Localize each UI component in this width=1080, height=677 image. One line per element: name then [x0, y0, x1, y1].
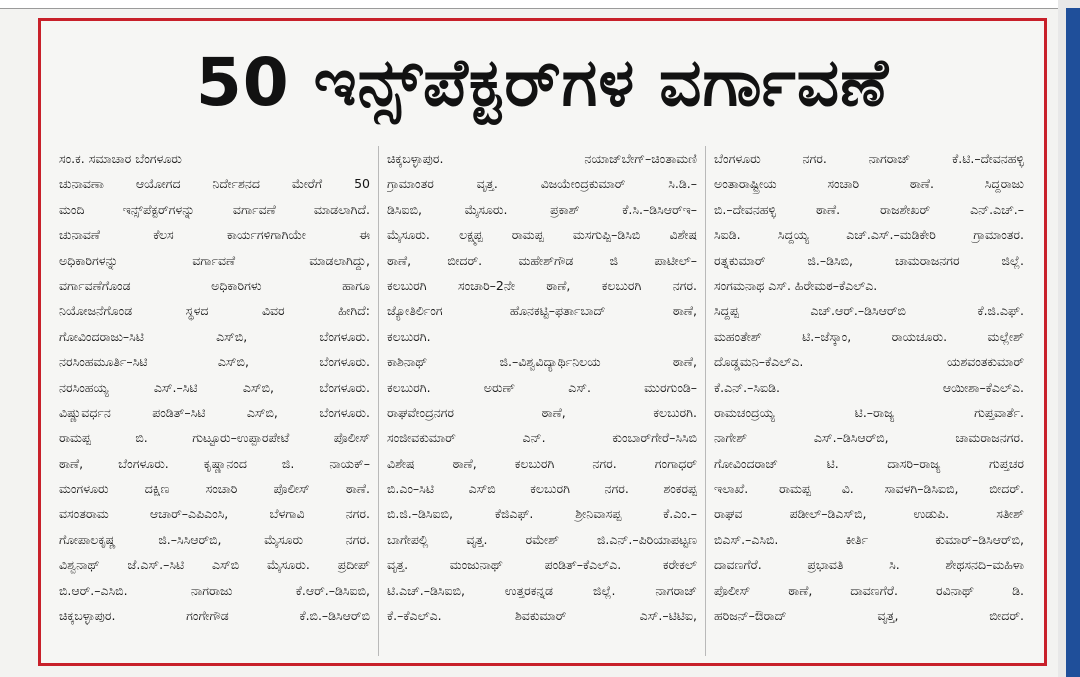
article-text-line: ವಿಶ್ವನಾಥ್ ಜೆ.ಎಸ್.–ಸಿಟಿ ಎಸ್‌ಬಿ ಮೈಸೂರು. ಪ್ರದೀಪ್: [59, 557, 370, 573]
article-text-line: ಮಹಂತೇಶ್ ಟಿ.–ಜೆಸ್ಕಾಂ, ರಾಯಚೂರು. ಮಲ್ಲೇಶ್: [714, 328, 1024, 344]
article-text-line: ಕಲಬುರಗಿ ಸಂಚಾರಿ–2ನೇ ಠಾಣೆ, ಕಲಬುರಗಿ ನಗರ.: [387, 277, 697, 293]
article-text-line: ಠಾಣೆ, ಬೀದರ್. ಮಹೇಶ್‌ಗೌಡ ಜಿ ಪಾಟೀಲ್–: [387, 252, 697, 268]
article-text-line: ಗೋವಿಂದರಾಜು–ಸಿಟಿ ಎಸ್‌ಬಿ, ಬೆಂಗಳೂರು.: [59, 328, 370, 344]
article-text-line: ಟಿ.ಎಚ್.–ಡಿಸಿಐಬಿ, ಉತ್ತರಕನ್ನಡ ಜಿಲ್ಲೆ. ನಾಗರಾಜ್: [387, 582, 697, 598]
article-text-line: ಚಿಕ್ಕಬಳ್ಳಾಪುರ. ಗಂಗೇಗೌಡ ಕೆ.ಬಿ.–ಡಿಸಿಆರ್‌ಬಿ: [59, 608, 370, 624]
article-text-line: ಕೆ.ಎನ್.–ಸಿಐಡಿ. ಆಯೀಶಾ–ಕೆಎಲ್‌ಎ.: [714, 379, 1024, 395]
article-text-line: ವರ್ಗಾವಣೆಗೊಂಡ ಅಧಿಕಾರಿಗಳು ಹಾಗೂ: [59, 277, 370, 293]
article-text-line: ಮಂದಿ ಇನ್ಸ್‌ಪೆಕ್ಟರ್‌ಗಳನ್ನು ವರ್ಗಾವಣೆ ಮಾಡಲಾಗಿದೆ.: [59, 201, 370, 217]
article-text-line: ಗ್ರಾಮಾಂತರ ವೃತ್ತ. ವಿಜಯೇಂದ್ರಕುಮಾರ್ ಸಿ.ಡಿ.–: [387, 176, 697, 192]
page-top-edge: [0, 0, 1080, 9]
article-text-line: ರಾಮಚಂದ್ರಯ್ಯ ಟಿ.–ರಾಜ್ಯ ಗುಪ್ತವಾರ್ತೆ.: [714, 404, 1024, 420]
article-text-line: ಬಿ.ಆರ್.–ಎಸಿಬಿ. ನಾಗರಾಜು ಕೆ.ಆರ್.–ಡಿಸಿಐಬಿ,: [59, 582, 370, 598]
article-column-1: [51, 146, 378, 656]
article-body: [51, 146, 1034, 656]
article-text-line: ಪೊಲೀಸ್ ಠಾಣೆ, ದಾವಣಗೆರೆ. ರವಿನಾಥ್ ಡಿ.: [714, 582, 1024, 598]
article-text-line: ರಾಘವ ಪಡೀಲ್–ಡಿಎಸ್‌ಬಿ, ಉಡುಪಿ. ಸತೀಶ್: [714, 506, 1024, 522]
article-text-line: ಅಧಿಕಾರಿಗಳನ್ನು ವರ್ಗಾವಣೆ ಮಾಡಲಾಗಿದ್ದು,: [59, 252, 370, 268]
article-text-line: ಇಲಾಖೆ. ರಾಮಪ್ಪ ವಿ. ಸಾವಳಗಿ–ಡಿಸಿಐಬಿ, ಬೀದರ್.: [714, 481, 1024, 497]
article-text-line: ಸಂಗಮನಾಥ ಎಸ್. ಹಿರೇಮಠ–ಕೆಎಲ್‌ಎ.: [714, 277, 878, 293]
article-text-line: ಗೋವಿಂದರಾಜ್ ಟಿ. ದಾಸರಿ–ರಾಜ್ಯ ಗುಪ್ತಚರ: [714, 455, 1024, 471]
article-text-line: ಸಂಜೀವಕುಮಾರ್ ಎನ್. ಕುಂಬಾರ್‌ಗೇರೆ–ಸಿಸಿಬಿ: [387, 430, 697, 446]
article-text-line: ರಾಘವೇಂದ್ರನಗರ ಠಾಣೆ, ಕಲಬುರಗಿ.: [387, 404, 697, 420]
article-text-line: ವಿಷ್ಣುವರ್ಧನ ಪಂಡಿತ್–ಸಿಟಿ ಎಸ್‌ಬಿ, ಬೆಂಗಳೂರು.: [59, 404, 370, 420]
article-text-line: ಜ್ಯೋತಿರ್ಲಿಂಗ ಹೊನಕಟ್ಟಿ–ಫರ್ತಾಬಾದ್ ಠಾಣೆ,: [387, 303, 697, 319]
article-text-line: ಬೆಂಗಳೂರು ನಗರ. ನಾಗರಾಜ್ ಕೆ.ಟಿ.–ದೇವನಹಳ್ಳಿ: [714, 151, 1024, 166]
article-text-line: ಚುನಾವಣಾ ಆಯೋಗದ ನಿರ್ದೇಶನದ ಮೇರೆಗೆ 50: [59, 176, 370, 192]
article-box: [38, 18, 1047, 666]
article-text-line: ಠಾಣೆ, ಬೆಂಗಳೂರು. ಕೃಷ್ಣಾನಂದ ಜಿ. ನಾಯಕ್–: [59, 455, 370, 471]
article-column-2: [378, 146, 705, 656]
article-text-line: ನರಸಿಂಹಯ್ಯ ಎಸ್.–ಸಿಟಿ ಎಸ್‌ಬಿ, ಬೆಂಗಳೂರು.: [59, 379, 370, 395]
article-text-line: ಕಲಬುರಗಿ.: [387, 328, 431, 344]
article-text-line: ಬಿ.–ದೇವನಹಳ್ಳಿ ಠಾಣೆ. ರಾಜಶೇಖರ್ ಎನ್.ಎಚ್.–: [714, 201, 1024, 217]
article-text-line: ಮಂಗಳೂರು ದಕ್ಷಿಣ ಸಂಚಾರಿ ಪೊಲೀಸ್ ಠಾಣೆ.: [59, 481, 370, 497]
article-text-line: ಸಿದ್ದಪ್ಪ ಎಚ್.ಆರ್.–ಡಿಸಿಆರ್‌ಬಿ ಕೆ.ಜಿ.ಎಫ್.: [714, 303, 1024, 319]
article-text-line: ದೊಡ್ಡಮನಿ–ಕೆಎಲ್‌ಎ. ಯಶವಂತಕುಮಾರ್: [714, 354, 1024, 370]
article-text-line: ಸಂ.ಕ. ಸಮಾಚಾರ ಬೆಂಗಳೂರು: [59, 151, 182, 166]
article-text-line: ಬಿ.ಎಂ–ಸಿಟಿ ಎಸ್‌ಬಿ ಕಲಬುರಗಿ ನಗರ. ಶಂಕರಪ್ಪ: [387, 481, 697, 497]
article-text-line: ಬಿ.ಜಿ.–ಡಿಸಿಐಬಿ, ಕೆಜಿಎಫ್. ಶ್ರೀನಿವಾಸಪ್ಪ ಕೆ.ಎಂ.–: [387, 506, 697, 522]
article-text-line: ಮೈಸೂರು. ಲಕ್ಷ್ಮಪ್ಪ ರಾಮಪ್ಪ ಮಸಗುಪ್ಪಿ–ಡಿಸಿಬಿ ವಿಶೇಷ: [387, 227, 697, 243]
article-text-line: ನಾಗೇಶ್ ಎಸ್.–ಡಿಸಿಆರ್‌ಬಿ, ಚಾಮರಾಜನಗರ.: [714, 430, 1024, 446]
article-headline: 50 ಇನ್ಸ್‌ಪೆಕ್ಟರ್‌ಗಳ ವರ್ಗಾವಣೆ: [195, 43, 890, 121]
article-text-line: ಸಿಐಡಿ. ಸಿದ್ದಯ್ಯ ಎಚ್.ಎಸ್.–ಮಡಿಕೇರಿ ಗ್ರಾಮಾಂತರ.: [714, 227, 1024, 243]
article-text-line: ದಾವಣಗೆರೆ. ಪ್ರಭಾವತಿ ಸಿ. ಶೇಥಸನದಿ–ಮಹಿಳಾ: [714, 557, 1024, 573]
article-text-line: ರತ್ನಕುಮಾರ್ ಜಿ.–ಡಿಸಿಬಿ, ಚಾಮರಾಜನಗರ ಜಿಲ್ಲೆ.: [714, 252, 1024, 268]
article-column-3: [705, 146, 1032, 656]
adjacent-page-blue-strip: [1066, 8, 1080, 677]
article-text-line: ಚುನಾವಣೆ ಕೆಲಸ ಕಾರ್ಯಗಳಿಗಾಗಿಯೇ ಈ: [59, 227, 370, 243]
article-text-line: ಡಿಸಿಐಬಿ, ಮೈಸೂರು. ಪ್ರಕಾಶ್ ಕೆ.ಸಿ.–ಡಿಸಿಆರ್‌ಇ–: [387, 201, 697, 217]
article-text-line: ವಿಶೇಷ ಠಾಣೆ, ಕಲಬುರಗಿ ನಗರ. ಗಂಗಾಧರ್: [387, 455, 697, 471]
article-text-line: ಅಂತಾರಾಷ್ಟ್ರೀಯ ಸಂಚಾರಿ ಠಾಣೆ. ಸಿದ್ದರಾಜು: [714, 176, 1024, 192]
article-text-line: ಚಿಕ್ಕಬಳ್ಳಾಪುರ. ನಯಾಜ್‌ಬೇಗ್–ಚಿಂತಾಮಣಿ: [387, 151, 697, 166]
article-text-line: ರಾಮಪ್ಪ ಬಿ. ಗುಟ್ಟೂರು–ಉಪ್ಪಾರಪೇಟೆ ಪೊಲೀಸ್: [59, 430, 370, 446]
article-text-line: ನಿಯೋಜನೆಗೊಂಡ ಸ್ಥಳದ ವಿವರ ಹೀಗಿದೆ:: [59, 303, 370, 319]
article-text-line: ಬಿಎಸ್.–ಎಸಿಬಿ. ಕೀರ್ತಿ ಕುಮಾರ್–ಡಿಸಿಆರ್‌ಬಿ,: [714, 531, 1024, 547]
article-text-line: ಹರಿಜನ್–ಔರಾದ್ ವೃತ್ತ, ಬೀದರ್.: [714, 608, 1024, 624]
article-text-line: ಕಾಶಿನಾಥ್ ಜಿ.–ವಿಶ್ವವಿದ್ಯಾರ್ಥಿನಿಲಯ ಠಾಣೆ,: [387, 354, 697, 370]
article-text-line: ವೃತ್ತ. ಮಂಜುನಾಥ್ ಪಂಡಿತ್–ಕೆಎಲ್‌ಎ. ಕರೇಕಲ್: [387, 557, 697, 573]
article-text-line: ಬಾಗೇಪಲ್ಲಿ ವೃತ್ತ. ರಮೇಶ್ ಜಿ.ಎನ್.–ಪಿರಿಯಾಪಟ್ಟಣ: [387, 531, 697, 547]
article-text-line: ಕಲಬುರಗಿ. ಅರುಣ್ ಎಸ್. ಮುರಗುಂಡಿ–: [387, 379, 697, 395]
article-text-line: ನರಸಿಂಹಮೂರ್ತಿ–ಸಿಟಿ ಎಸ್‌ಬಿ, ಬೆಂಗಳೂರು.: [59, 354, 370, 370]
article-text-line: ವಸಂತರಾಮ ಆಚಾರ್–ಎಪಿಎಂಸಿ, ಬೆಳಗಾವಿ ನಗರ.: [59, 506, 370, 522]
article-text-line: ಕೆ.–ಕೆಎಲ್‌ಎ. ಶಿವಕುಮಾರ್ ಎಸ್.–ಟಿಟಿಐ,: [387, 608, 697, 624]
article-text-line: ಗೋಪಾಲಕೃಷ್ಣ ಜಿ.–ಸಿಸಿಆರ್‌ಬಿ, ಮೈಸೂರು ನಗರ.: [59, 531, 370, 547]
